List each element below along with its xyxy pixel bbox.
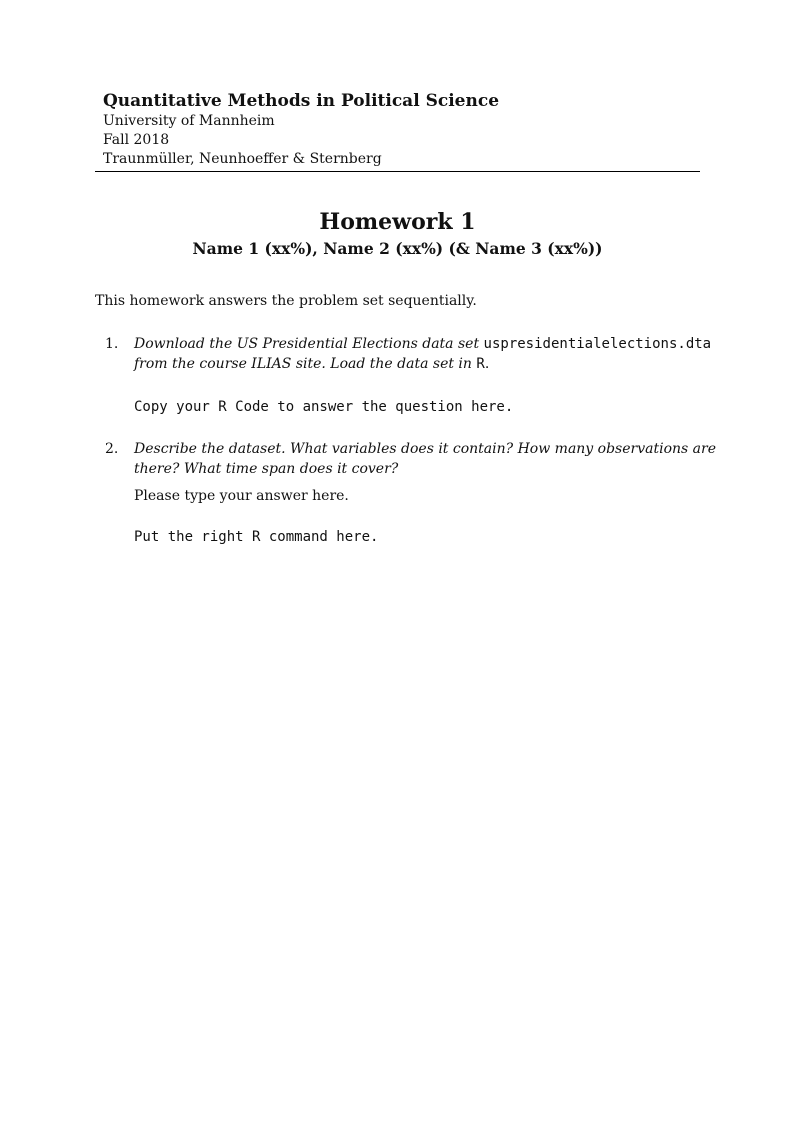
item-2-question-text-2: there? What time span does it cover?	[134, 460, 399, 477]
intro-paragraph: This homework answers the problem set sequentially.	[95, 293, 477, 309]
item-2-number: 2.	[105, 441, 119, 457]
item-1-question-text: Download the US Presidential Elections data set	[134, 336, 484, 352]
course-header	[95, 91, 700, 169]
document-subtitle: Name 1 (xx%), Name 2 (xx%) (& Name 3 (xx%))	[192, 239, 603, 258]
item-1-question-period: .	[484, 355, 490, 372]
document-title: Homework 1	[319, 209, 476, 235]
course-title: Quantitative Methods in Political Science	[103, 91, 500, 111]
problem-item-1	[95, 335, 712, 374]
header-rule	[95, 171, 700, 172]
item-1-question-text-2: from the course ILIAS site. Load the data set in	[134, 355, 477, 372]
item-1-question-line-2	[134, 355, 700, 375]
item-1-r-reference: R	[476, 355, 485, 372]
item-1-number: 1.	[105, 336, 119, 352]
item-1-dataset-filename: uspresidentialelections.dta	[483, 336, 712, 352]
item-2-answer-text-placeholder: Please type your answer here.	[134, 488, 349, 504]
item-2-question-text: Describe the dataset. What variables does it contain? How many observations are	[134, 441, 716, 457]
item-1-answer-code-placeholder: Copy your R Code to answer the question here.	[134, 399, 514, 415]
item-2-question-line-1	[134, 440, 716, 460]
item-2-answer-code-placeholder: Put the right R command here.	[134, 529, 379, 545]
header-university: University of Mannheim	[103, 113, 275, 129]
page-content	[95, 0, 716, 547]
problem-item-2	[95, 440, 716, 479]
header-authors: Traunmüller, Neunhoeffer & Sternberg	[103, 151, 382, 167]
item-2-question-line-2	[134, 460, 700, 480]
item-1-question-line-1	[134, 335, 712, 355]
header-term: Fall 2018	[103, 132, 170, 148]
